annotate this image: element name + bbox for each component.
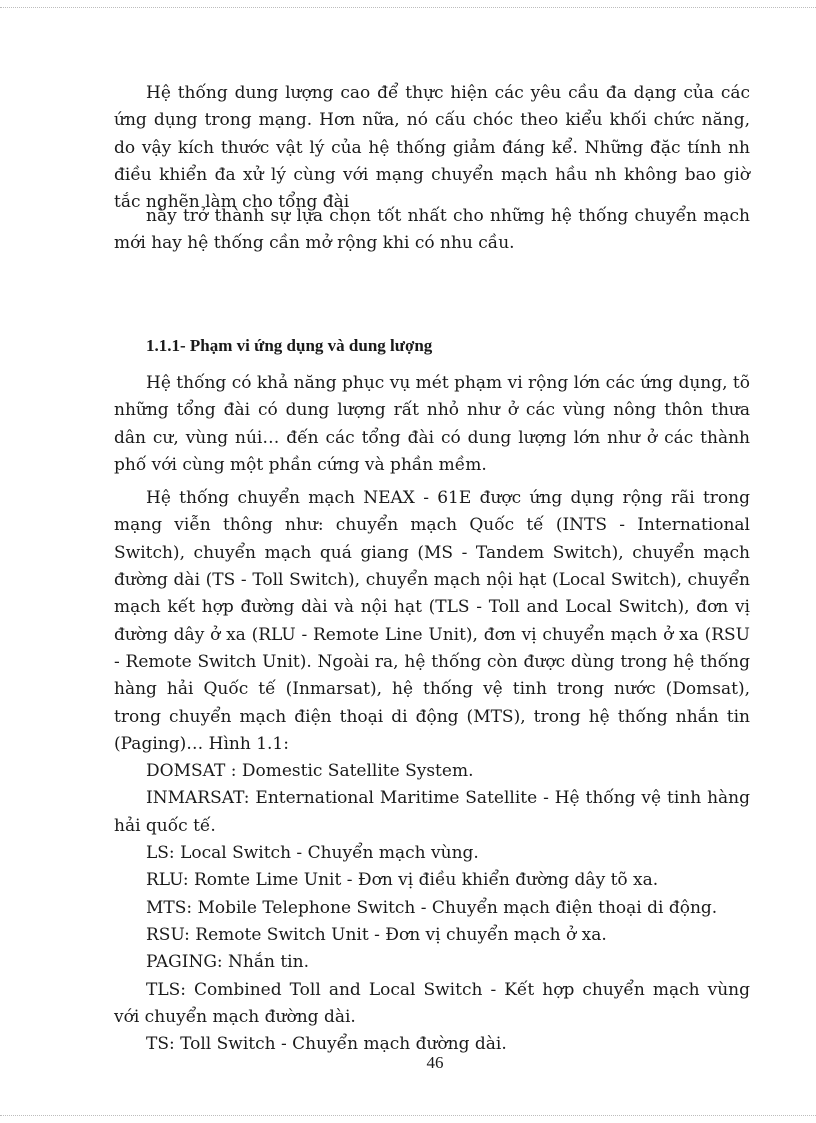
bottom-dotted-border xyxy=(0,1115,816,1116)
definition-domsat: DOMSAT : Domestic Satellite System. xyxy=(146,761,474,782)
section-paragraph-2: Hệ thống chuyển mạch NEAX - 61E được ứng dụng rộng rãi trong mạng viễn thông như: chuyển mạch Quốc tế (INTS - International Switch), chuyển mạch quá giang (MS - Tandem Switch), chuyển mạch đường dài (TS - Toll Switch), chuyển mạch nội hạt (Local Switch), chuyển mạch kết hợp đường dài và nội hạt (TLS - Toll and Local Switch), đơn vị đường dây ở xa (RLU - Remote Line Unit), đơn vị chuyển mạch ở xa (RSU - Remote Switch Unit). Ngoài ra, hệ thống còn được dùng trong hệ thống hàng hải Quốc tế (Inmarsat), hệ thống vệ tinh trong nước (Domsat), trong chuyển mạch điện thoại di động (MTS), trong hệ thống nhắn tin (Paging)… Hình 1.1: xyxy=(114,488,750,754)
definition-inmarsat: INMARSAT: Enternational Maritime Satellite - Hệ thống vệ tinh hàng hải quốc tế. xyxy=(114,788,750,836)
definition-ts: TS: Toll Switch - Chuyển mạch đường dài. xyxy=(146,1034,507,1055)
top-dotted-border xyxy=(0,7,816,8)
definition-ls: LS: Local Switch - Chuyển mạch vùng. xyxy=(146,843,479,864)
intro-paragraph-1-block xyxy=(114,80,750,216)
intro-paragraph-1: Hệ thống dung lượng cao để thực hiện các yêu cầu đa dạng của các ứng dụng trong mạng. Hơn nữa, nó cấu chóc theo kiểu khối chức năng, do vậy kích thước vật lý của hệ thống giảm đáng kể. Những đặc tính nh điều khiển đa xử lý cùng với mạng chuyển mạch hầu nh không bao giờ tắc nghẽn làm cho tổng đài xyxy=(114,83,750,213)
page-number: 46 xyxy=(426,1053,444,1072)
intro-paragraph-2: này trở thành sự lựa chọn tốt nhất cho những hệ thống chuyển mạch mới hay hệ thống cần mở rộng khi có nhu cầu. xyxy=(114,206,750,254)
intro-paragraph-2-block xyxy=(114,203,750,258)
section-paragraph-1: Hệ thống có khả năng phục vụ mét phạm vi rộng lớn các ứng dụng, tõ những tổng đài có dung lượng rất nhỏ như ở các vùng nông thôn thưa dân cư, vùng núi… đến các tổng đài có dung lượng lớn như ở các thành phố với cùng một phần cứng và phần mềm. xyxy=(114,373,750,475)
definition-mts: MTS: Mobile Telephone Switch - Chuyển mạch điện thoại di động. xyxy=(146,897,718,918)
definition-rlu: RLU: Romte Lime Unit - Đơn vị điều khiển đường dây tõ xa. xyxy=(146,870,659,891)
definition-rsu: RSU: Remote Switch Unit - Đơn vị chuyển mạch ở xa. xyxy=(146,924,607,945)
section-body xyxy=(114,370,750,1058)
definition-paging: PAGING: Nhắn tin. xyxy=(146,952,309,973)
section-heading: 1.1.1- Phạm vi ứng dụng và dung lượng xyxy=(146,336,433,355)
definition-tls: TLS: Combined Toll and Local Switch - Kết hợp chuyển mạch vùng với chuyển mạch đường dài. xyxy=(114,979,750,1027)
